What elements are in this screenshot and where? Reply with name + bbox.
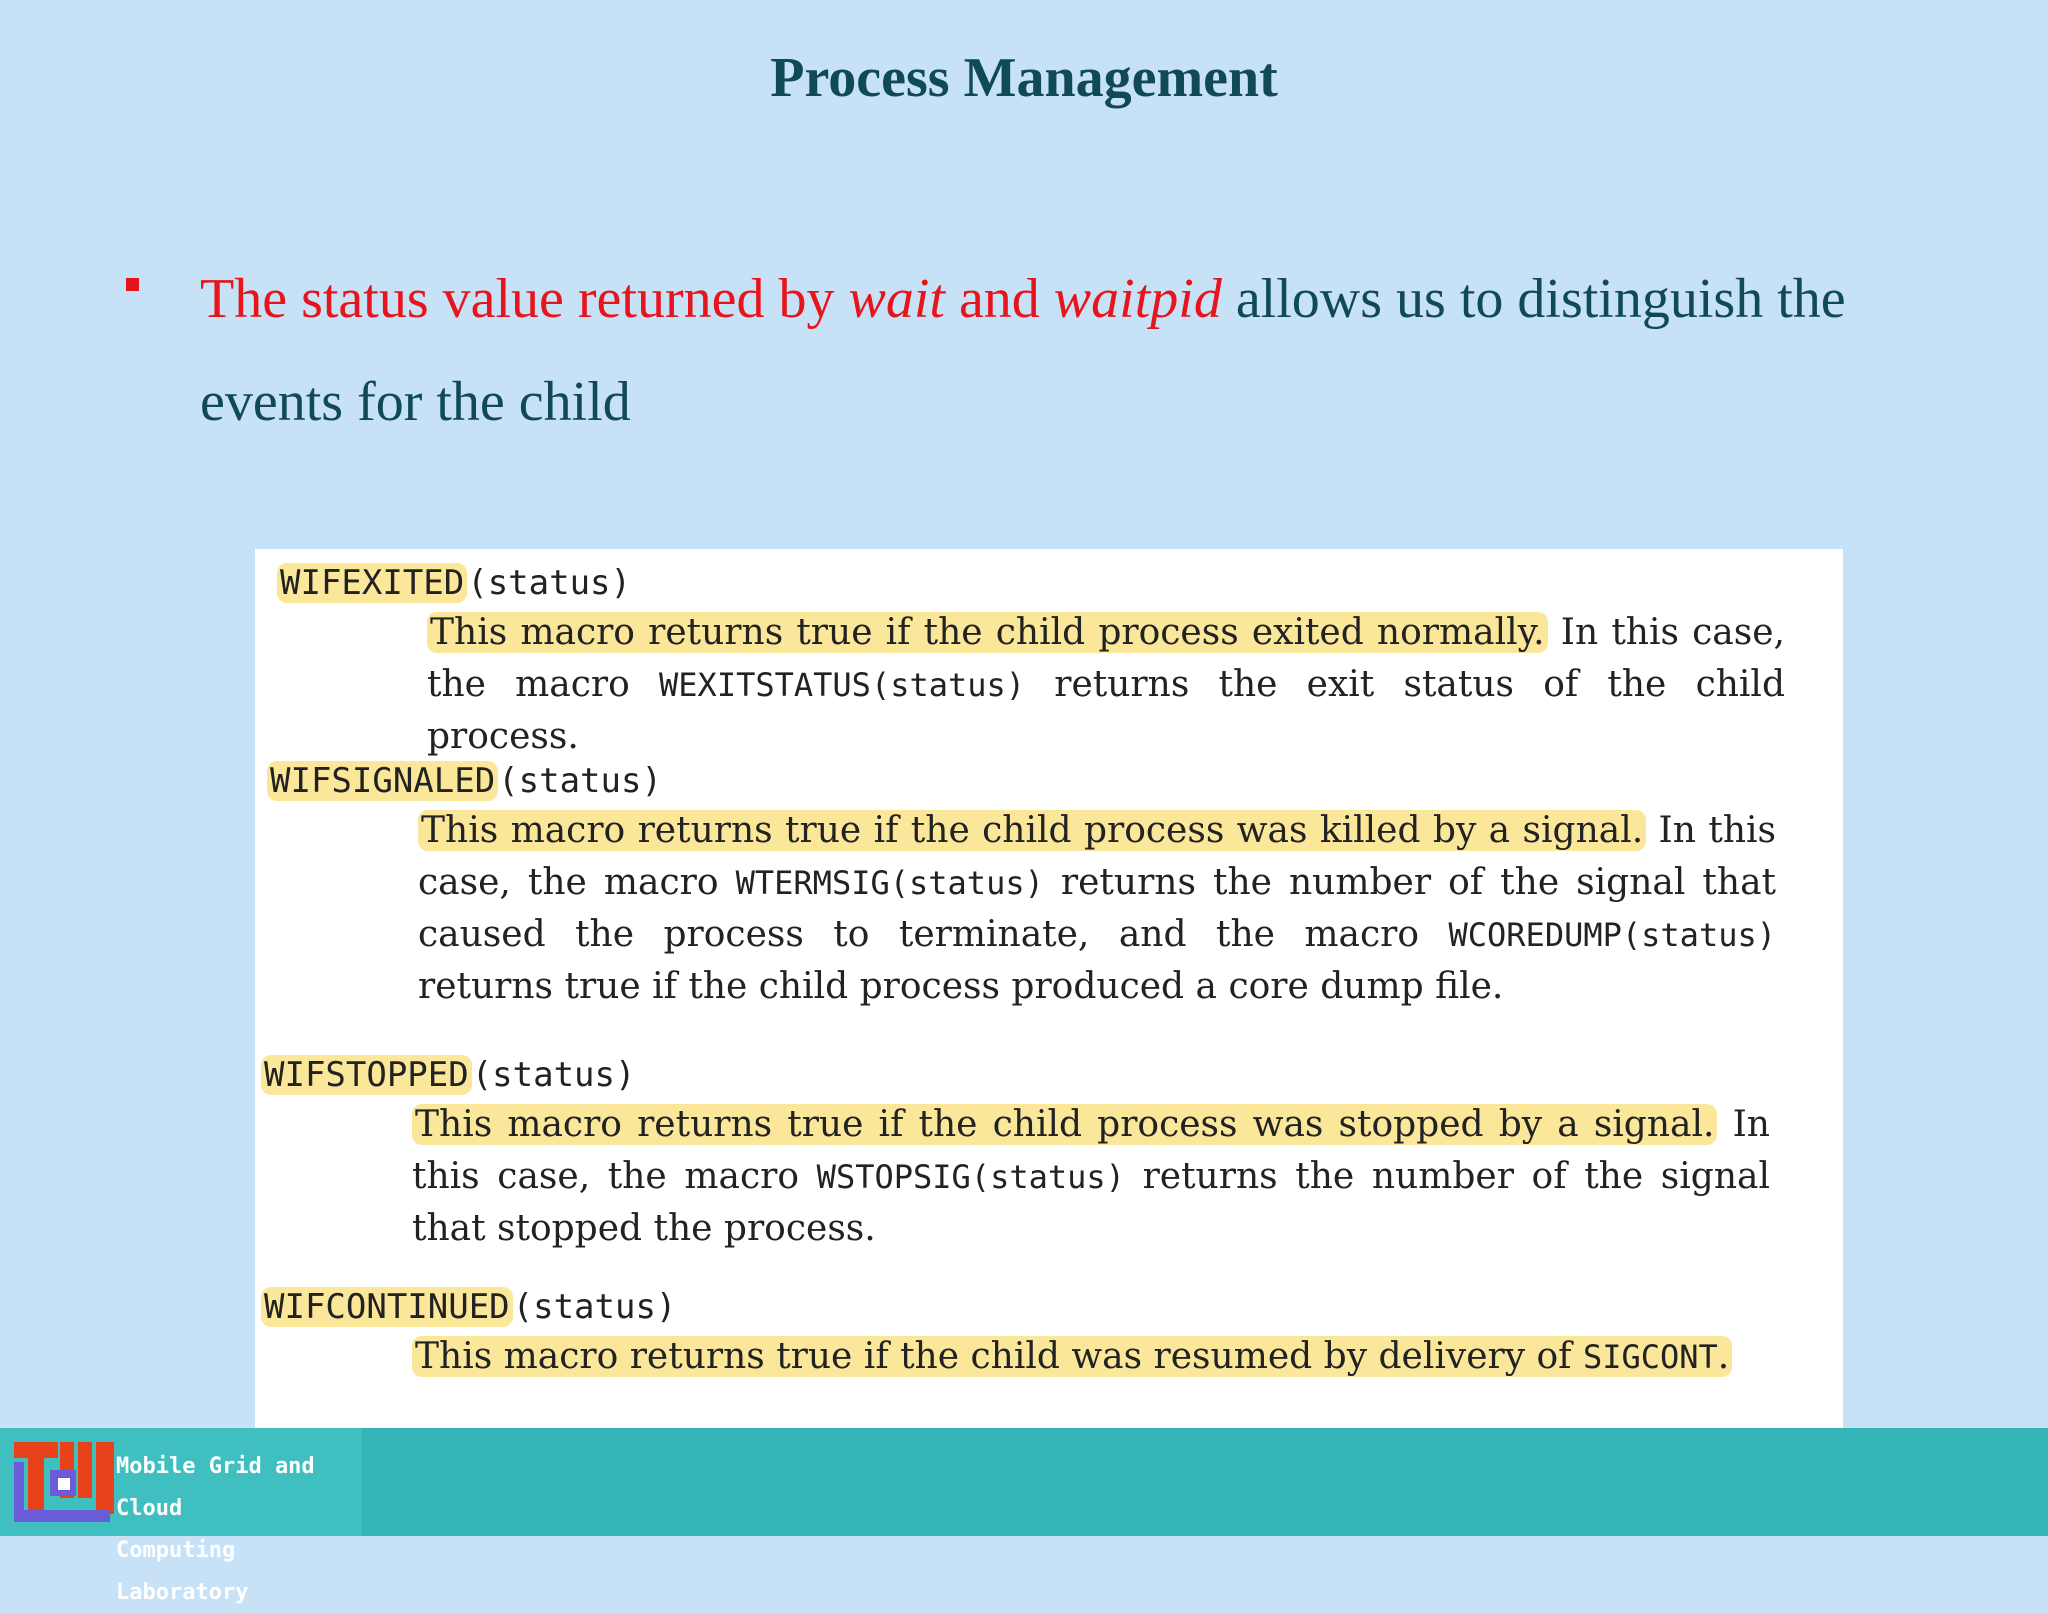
macro-description-wifcontinued: [412, 1331, 1770, 1383]
macro-arg: (status): [467, 563, 631, 603]
macro-heading-wifstopped: [261, 1053, 635, 1097]
macro-name: WIFSTOPPED: [261, 1055, 472, 1095]
and-word: and: [944, 268, 1054, 330]
macro-heading-wifsignaled: [267, 759, 662, 803]
macro-description-wifexited: This macro returns true if the child process exited normally. In this case, the macro WEXITSTATUS(status) returns the exit status of the child process.: [427, 612, 1785, 757]
macro-name: WIFEXITED: [277, 563, 467, 603]
bullet-text-red: The status value returned by: [200, 268, 849, 330]
lab-logo-icon: [14, 1442, 118, 1522]
macro-name: WIFSIGNALED: [267, 761, 498, 801]
slide-title: Process Management: [770, 47, 1278, 109]
inline-code: WSTOPSIG(status): [816, 1158, 1125, 1196]
wait-term: wait: [848, 268, 945, 330]
highlighted-sentence: This macro returns true if the child process was stopped by a signal.: [412, 1104, 1717, 1145]
bullet-square-icon: [126, 278, 139, 291]
footer-bar: [0, 1428, 2048, 1605]
highlighted-sentence: This macro returns true if the child was resumed by delivery of SIGCONT.: [412, 1336, 1732, 1377]
inline-code: WEXITSTATUS(status): [659, 666, 1026, 704]
bullet-text-rest: allows us to distinguish the: [1221, 268, 1846, 330]
macro-arg: (status): [498, 761, 662, 801]
bullet-text: [200, 248, 1960, 454]
highlighted-sentence: This macro returns true if the child process was killed by a signal.: [418, 810, 1646, 851]
highlighted-sentence: This macro returns true if the child process exited normally.: [427, 612, 1548, 653]
waitpid-term: waitpid: [1053, 268, 1222, 330]
lab-logo: [0, 1428, 362, 1605]
macro-name: WIFCONTINUED: [261, 1287, 513, 1327]
bullet-text-line2: events for the child: [200, 371, 631, 433]
macro-reference-image: [255, 549, 1843, 1429]
lab-name: Mobile Grid and Cloud Computing Laboratory: [116, 1454, 315, 1605]
macro-heading-wifexited: [277, 561, 631, 605]
macro-arg: (status): [512, 1287, 677, 1327]
macro-heading-wifcontinued: [261, 1285, 676, 1329]
inline-code: WTERMSIG(status): [735, 864, 1044, 902]
inline-code: WCOREDUMP(status): [1448, 916, 1776, 954]
macro-description-wifstopped: This macro returns true if the child process was stopped by a signal. In this case, the macro WSTOPSIG(status) returns the number of the signal that stopped the process.: [412, 1104, 1770, 1249]
macro-arg: (status): [471, 1055, 636, 1095]
inline-code: SIGCONT: [1582, 1338, 1718, 1376]
macro-description-wifsignaled: This macro returns true if the child process was killed by a signal. In this case, the macro WTERMSIG(status) returns the number of the signal that caused the process to terminate, and the macro WCOREDUMP(status) returns true if the child process produced a core dump file.: [418, 810, 1776, 1007]
